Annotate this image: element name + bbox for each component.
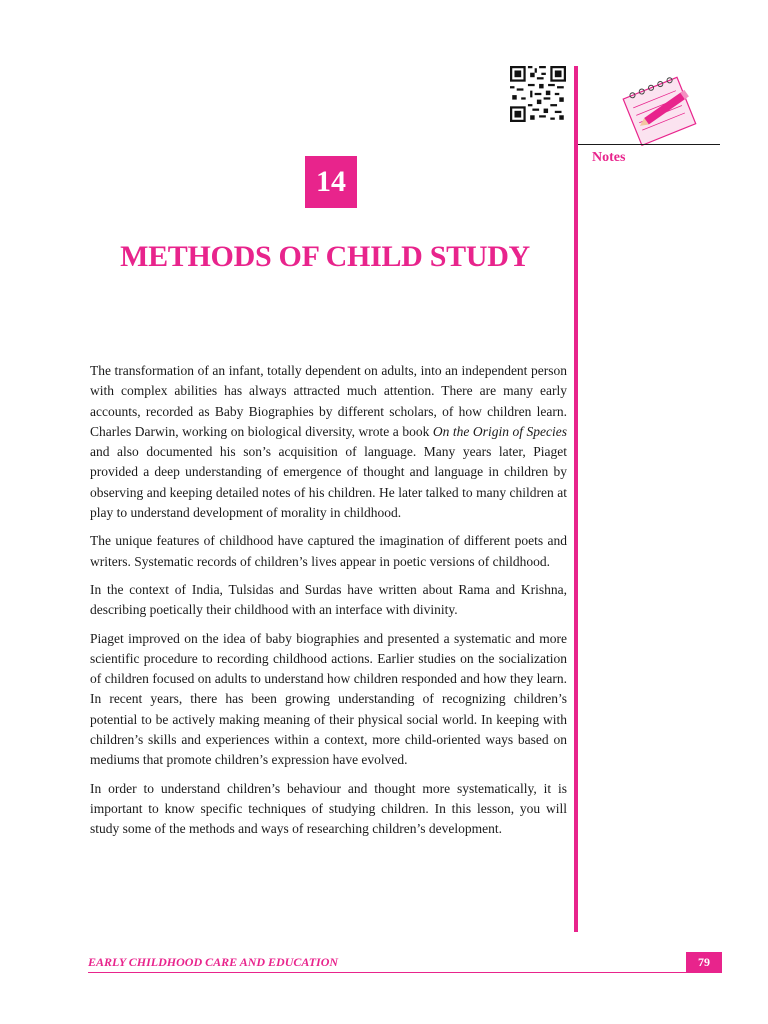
- book-title: On the Origin of Species: [432, 423, 567, 439]
- notes-rule: [578, 144, 720, 145]
- paragraph-1-part-b: and also documented his son’s acquisition of language. Many years later, Piaget provided a deep understanding of emergence of thought and language in children by observing and keeping detailed notes of his children. He later talked to many children at play to understand development of morality in childhood.: [90, 444, 567, 521]
- body-text: [90, 361, 567, 848]
- paragraph-1: [90, 361, 567, 523]
- notes-label: Notes: [592, 150, 626, 165]
- margin-divider: [574, 66, 578, 932]
- footer-course-title: EARLY CHILDHOOD CARE AND EDUCATION: [88, 955, 339, 969]
- paragraph-1-part-a: The transformation of an infant, totally dependent on adults, into an independent person with complex abilities has always attracted much attention. There are many early accounts, recorded as Baby Biographies by different scholars, of how children learn. Charles Darwin, working on biological diversity, wrote a book: [90, 363, 567, 439]
- paragraph-3: In the context of India, Tulsidas and Surdas have written about Rama and Krishna, describing poetically their childhood with an interface with divinity.: [90, 581, 567, 618]
- footer-rule: [88, 972, 722, 973]
- chapter-title: METHODS OF CHILD STUDY: [120, 240, 530, 273]
- paragraph-5: In order to understand children’s behaviour and thought more systematically, it is important to know specific techniques of studying children. In this lesson, you will study some of the methods and ways of researching children’s development.: [90, 780, 567, 837]
- notepad-pencil-icon: [600, 66, 710, 148]
- chapter-number: 14: [305, 156, 357, 208]
- paragraph-2: The unique features of childhood have captured the imagination of different poets and writers. Systematic records of children’s lives appear in poetic versions of childhood.: [90, 533, 567, 569]
- qr-code-icon: [510, 66, 566, 122]
- paragraph-4: Piaget improved on the idea of baby biographies and presented a systematic and more scientific procedure to recording childhood actions. Earlier studies on the socialization of children focused on adults to understand how children responded and how they learn. In recent years, there has been growing understanding of recognizing children’s potential to be actively making meaning of their physical social world. In keeping with children’s skills and experiences within a context, more child-oriented ways based on mediums that promote children’s expression have evolved.: [90, 630, 567, 768]
- page-number: 79: [686, 952, 722, 972]
